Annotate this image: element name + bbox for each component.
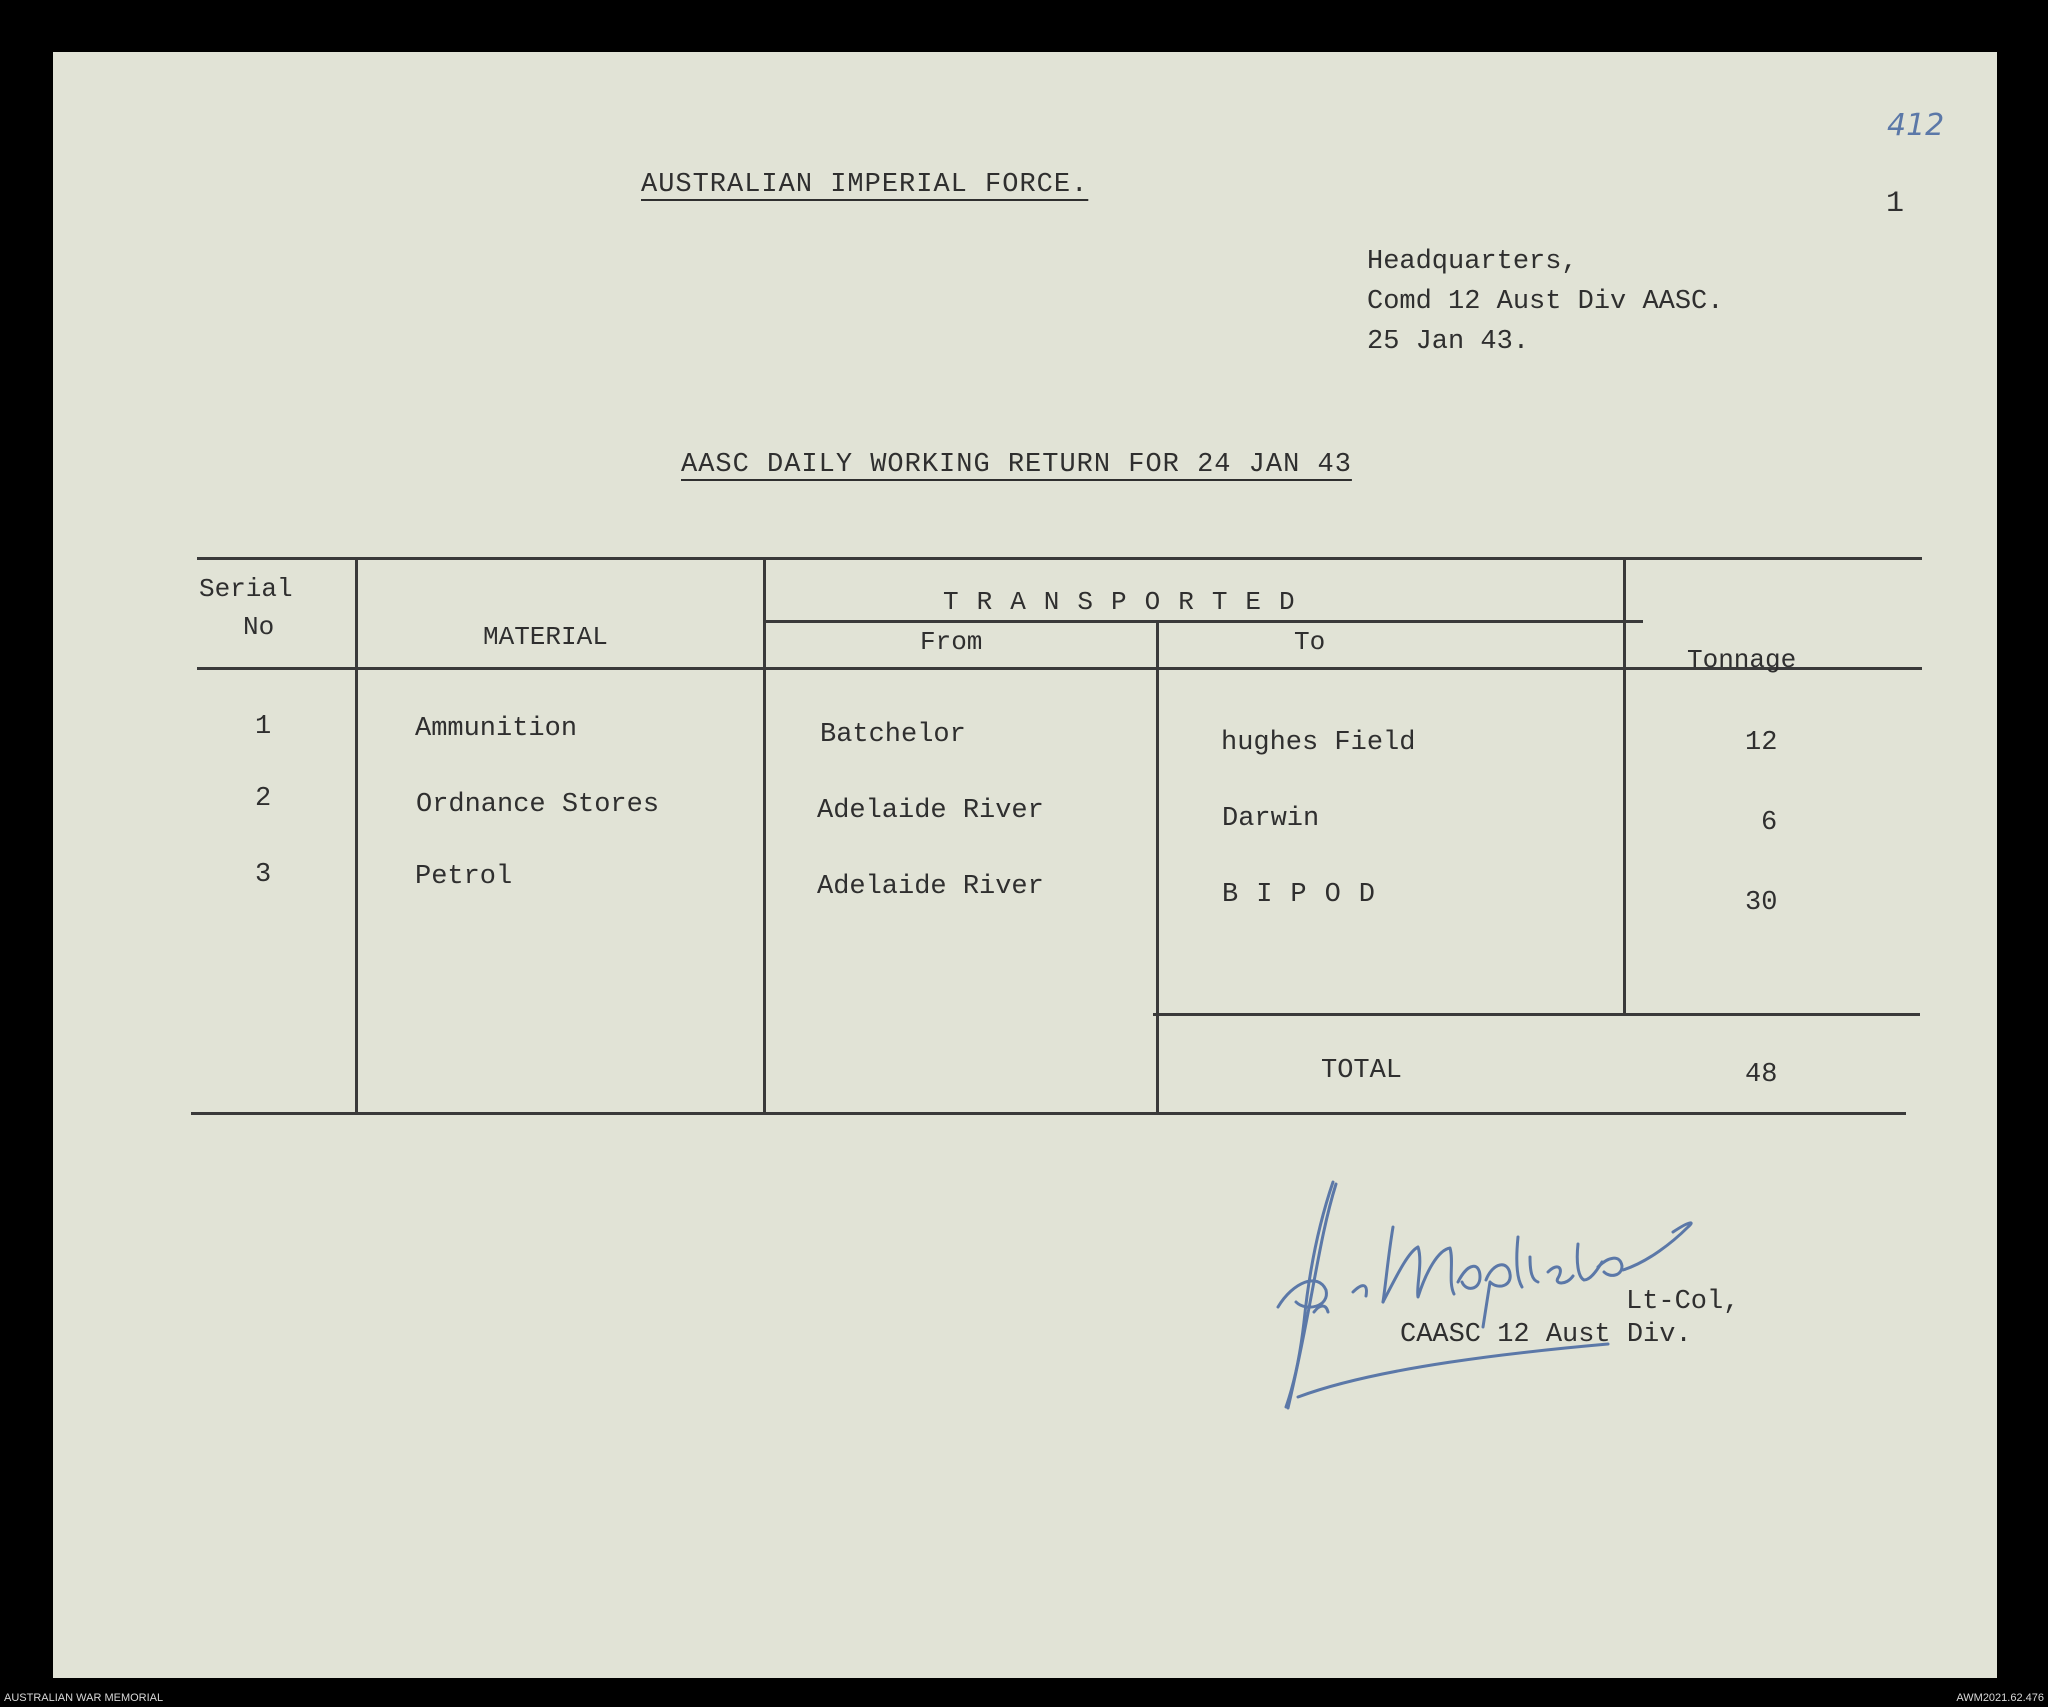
serial-column-rule [355, 557, 358, 1115]
row-2-from: Adelaide River [817, 796, 1044, 826]
row-1-serial: 1 [255, 712, 272, 742]
row-2-to: Darwin [1222, 804, 1320, 834]
footer-right: AWM2021.62.476 [1956, 1692, 2044, 1704]
material-column-rule [763, 557, 766, 1115]
address-line-3: 25 Jan 43. [1367, 327, 1530, 357]
row-3-tonnage: 30 [1745, 888, 1778, 918]
total-top-rule [1153, 1013, 1920, 1016]
table-bottom-rule [191, 1112, 1906, 1115]
header-serial: Serial [199, 574, 293, 604]
header-transported: TRANSPORTED [943, 587, 1313, 617]
row-1-tonnage: 12 [1745, 728, 1778, 758]
row-1-material: Ammunition [415, 714, 578, 744]
transported-right-rule [1623, 557, 1626, 1015]
total-label: TOTAL [1321, 1056, 1403, 1086]
total-value: 48 [1745, 1060, 1778, 1090]
header-to: To [1294, 627, 1326, 657]
row-1-from: Batchelor [820, 720, 966, 750]
header-tonnage: Tonnage [1687, 645, 1797, 675]
table-top-rule [197, 557, 1922, 560]
row-3-material: Petrol [415, 862, 513, 892]
from-column-rule [1156, 622, 1159, 1115]
document-title: AASC DAILY WORKING RETURN FOR 24 JAN 43 [681, 450, 1352, 480]
transported-subheader-rule [765, 620, 1643, 623]
address-line-2: Comd 12 Aust Div AASC. [1367, 287, 1724, 317]
row-3-from: Adelaide River [817, 872, 1044, 902]
footer-left: AUSTRALIAN WAR MEMORIAL [4, 1692, 164, 1704]
row-3-to: BIPOD [1222, 880, 1394, 910]
document-page [53, 52, 1997, 1678]
address-line-1: Headquarters, [1367, 247, 1578, 277]
header-material: MATERIAL [483, 622, 608, 652]
row-1-to: hughes Field [1221, 728, 1416, 758]
signature-title: CAASC 12 Aust Div. [1400, 1320, 1692, 1350]
header-from: From [920, 627, 983, 657]
header-bottom-rule [197, 667, 1922, 670]
row-2-serial: 2 [255, 784, 272, 814]
folio-mark: 1 [1886, 187, 1905, 221]
folio-number: 412 [1887, 108, 1945, 143]
document-heading: AUSTRALIAN IMPERIAL FORCE. [641, 170, 1089, 200]
row-2-tonnage: 6 [1761, 808, 1778, 838]
row-2-material: Ordnance Stores [416, 790, 660, 820]
header-serial-no: No [243, 612, 275, 642]
signature-rank: Lt-Col, [1626, 1287, 1740, 1317]
row-3-serial: 3 [255, 860, 272, 890]
